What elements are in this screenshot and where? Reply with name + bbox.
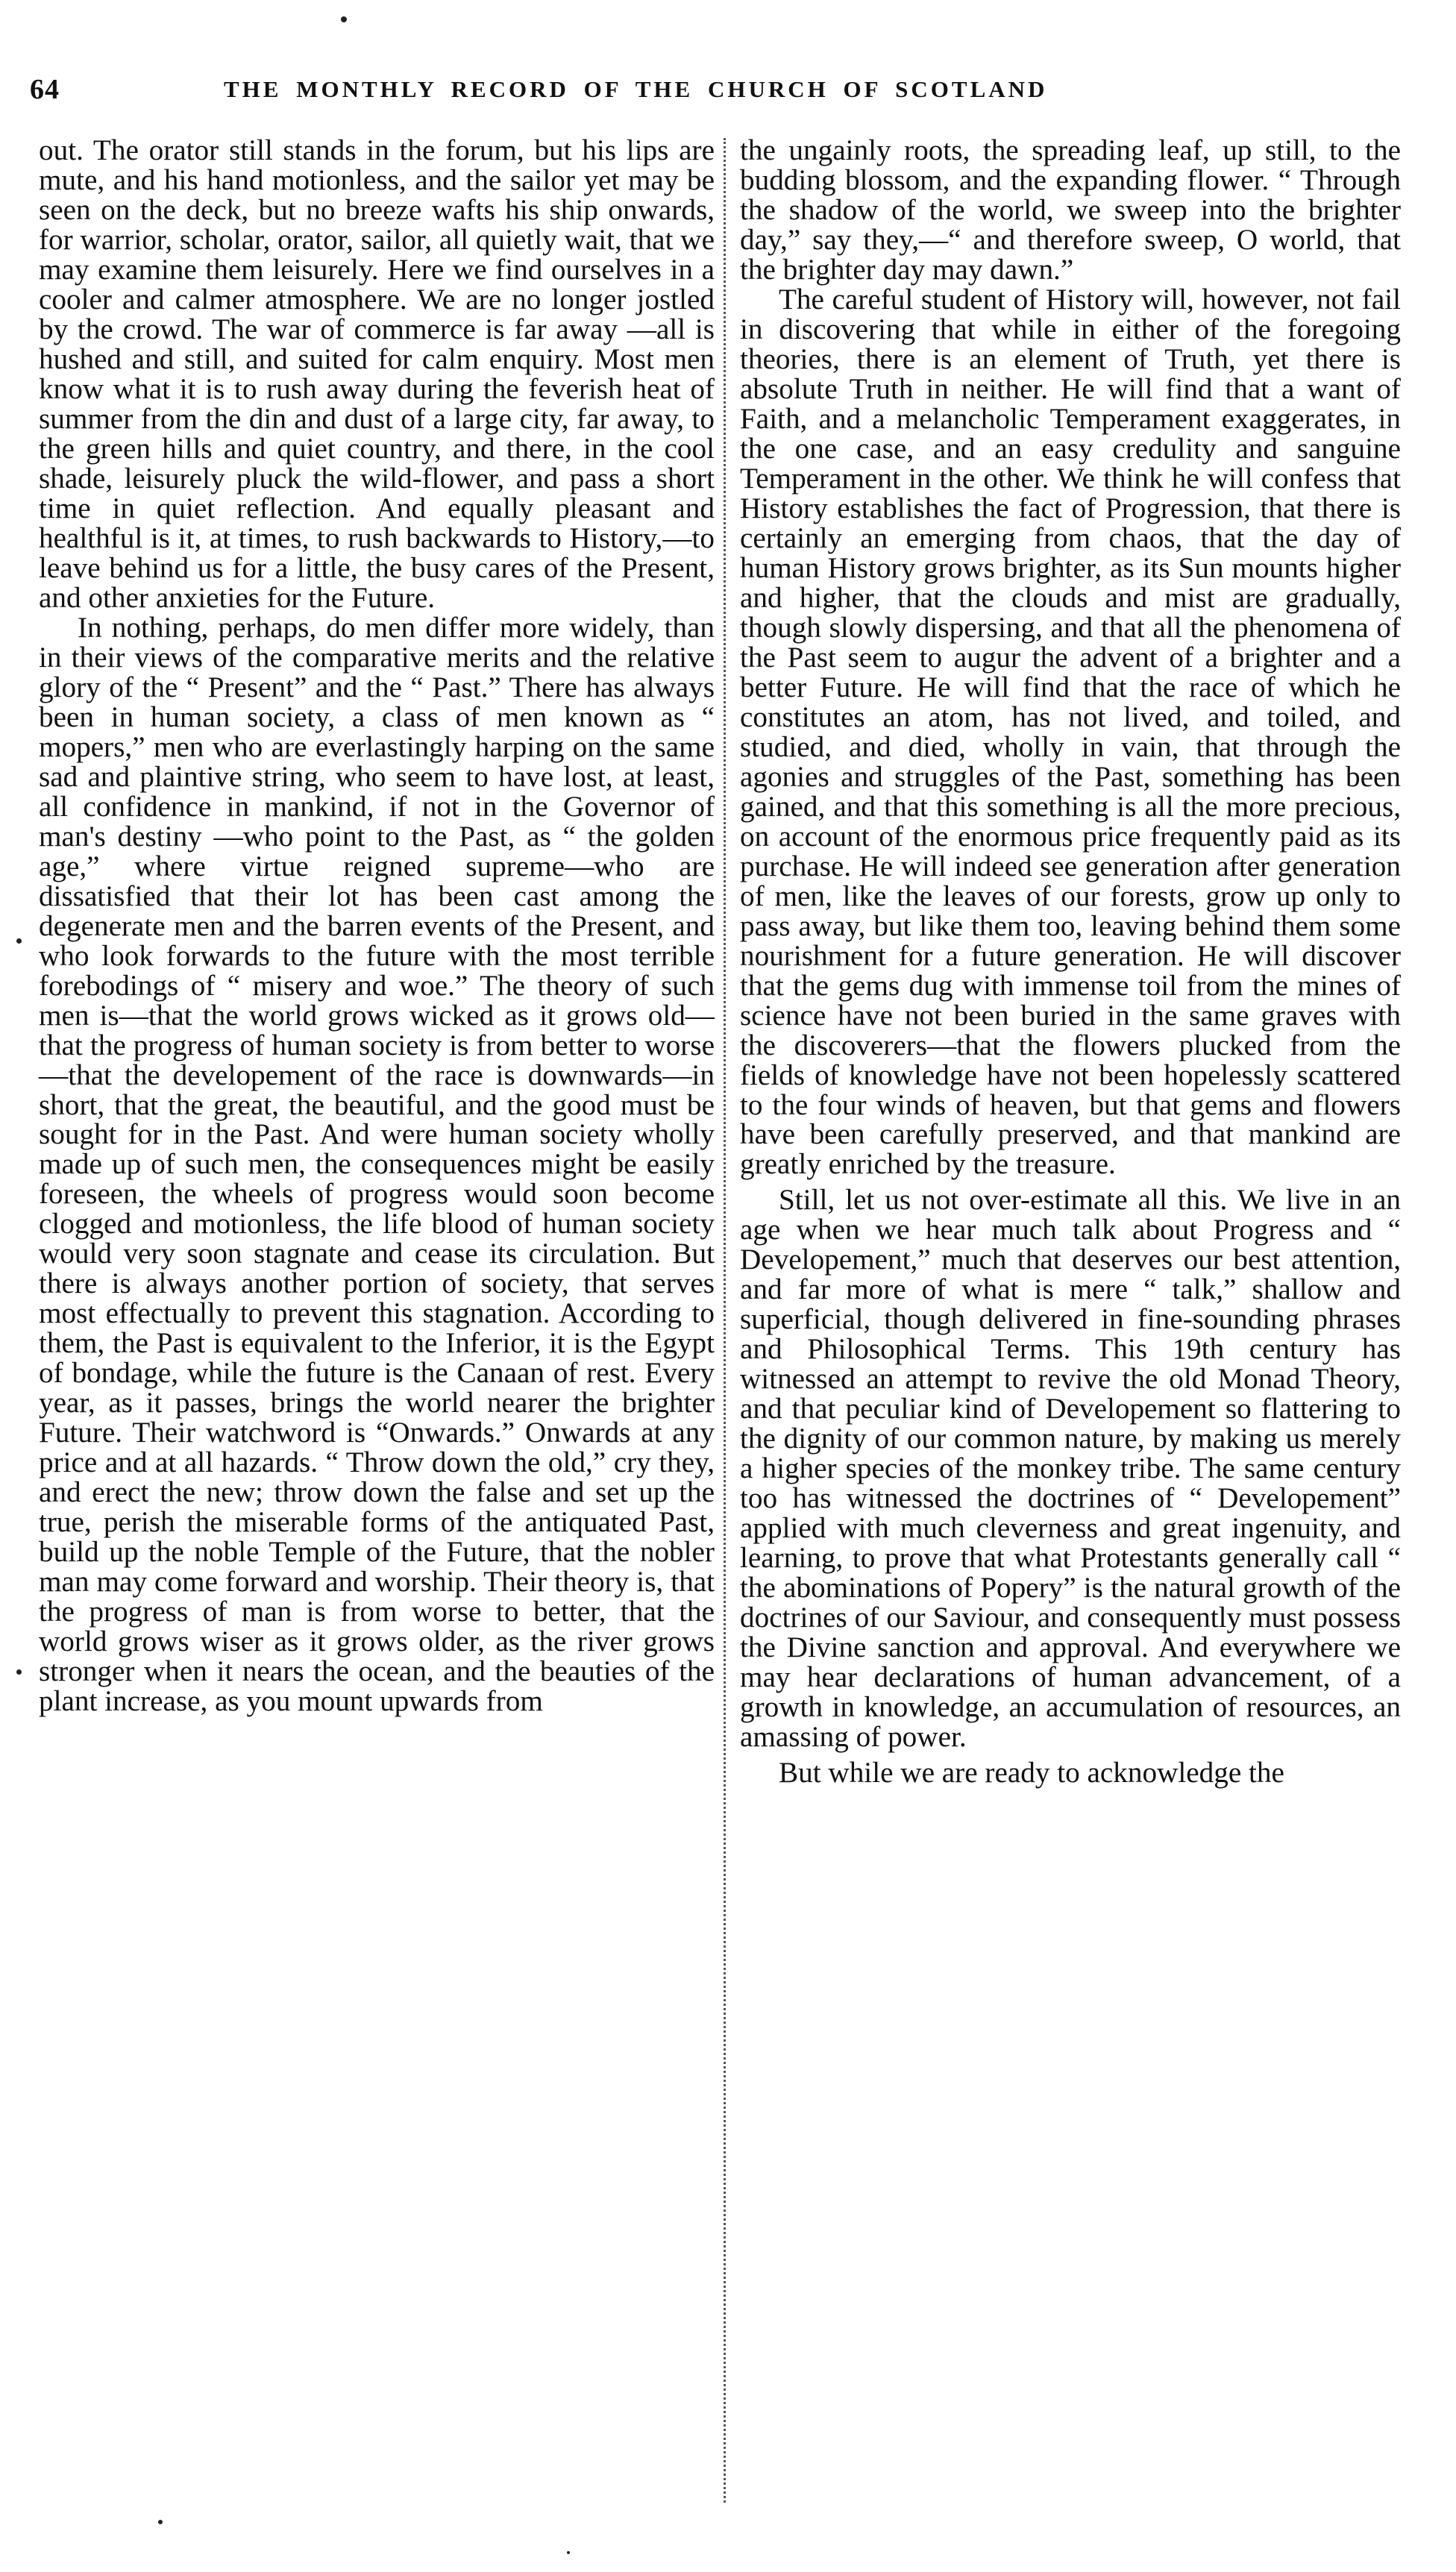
left-paragraph-1: out. The orator still stands in the forum, but his lips are mute, and his hand motionless, and the sailor yet may be seen on the deck, but no breeze wafts his ship onwards, for warrior, scholar, orator, sailor, all quietly wait, that we may examine them leisurely. Here we find ourselves in a cooler and calmer atmosphere. We are no longer jostled by the crowd. The war of commerce is far away —all is hushed and still, and suited for calm enquiry. Most men know what it is to rush away during the feverish heat of summer from the din and dust of a large city, far away, to the green hills and quiet country, and there, in the cool shade, leisurely pluck the wild-flower, and pass a short time in quiet reflection. And equally pleasant and healthful is it, at times, to rush backwards to History,—to leave behind us for a little, the busy cares of the Present, and other anxieties for the Future.	[39, 134, 715, 614]
right-paragraph-2: The careful student of History will, however, not fail in discovering that while in either of the foregoing theories, there is an element of Truth, yet there is absolute Truth in neither. He will find that a want of Faith, and a melancholic Temperament exaggerates, in the one case, and an easy credulity and sanguine Temperament in the other. We think he will confess that History establishes the fact of Progression, that there is certainly an emerging from chaos, that the day of human History grows brighter, as its Sun mounts higher and higher, that the clouds and mist are gradually, though slowly dispersing, and that all the phenomena of the Past seem to augur the advent of a brighter and a better Future. He will find that the race of which he constitutes an atom, has not lived, and toiled, and studied, and died, wholly in vain, that through the agonies and struggles of the Past, something has been gained, and that this something is all the more precious, on account of the enormous price frequently paid as its purchase. He will indeed see generation after generation of men, like the leaves of our forests, grow up only to pass away, but like them too, leaving behind them some nourishment for a future generation. He will discover that the gems dug with immense toil from the mines of science have not been buried in the same graves with the discoverers—that the flowers plucked from the fields of knowledge have not been hopelessly scattered to the four winds of heaven, but that gems and flowers have been carefully preserved, and that mankind are greatly enriched by the treasure.	[740, 283, 1401, 1181]
right-paragraph-4: But while we are ready to acknowledge the	[779, 1757, 1284, 1790]
column-divider	[724, 138, 726, 2503]
left-paragraph-2: In nothing, perhaps, do men differ more widely, than in their views of the comparative merits and the relative glory of the “ Present” and the “ Past.” There has always been in human society, a class of men known as “ mopers,” men who are everlastingly harping on the same sad and plaintive string, who seem to have lost, at least, all confidence in mankind, if not in the Governor of man's destiny —who point to the Past, as “ the golden age,” where virtue reigned supreme—who are dissatisfied that their lot has been cast among the degenerate men and the barren events of the Present, and who look forwards to the future with the most terrible forebodings of “ misery and woe.” The theory of such men is—that the world grows wicked as it grows old—that the progress of human society is from better to worse—that the developement of the race is downwards—in short, that the great, the beautiful, and the good must be sought for in the Past. And were human society wholly made up of such men, the consequences might be easily foreseen, the wheels of progress would soon become clogged and motionless, the life blood of human society would very soon stagnate and cease its circulation. But there is always another portion of society, that serves most effectually to prevent this stagnation. According to them, the Past is equivalent to the Inferior, it is the Egypt of bondage, while the future is the Canaan of rest. Every year, as it passes, brings the world nearer the brighter Future. Their watchword is “Onwards.” Onwards at any price and at all hazards. “ Throw down the old,” cry they, and erect the new; throw down the false and set up the true, perish the miserable forms of the antiquated Past, build up the noble Temple of the Future, that the nobler man may come forward and worship. Their theory is, that the progress of man is from worse to better, that the world grows wiser as it grows older, as the river grows stronger when it nears the ocean, and the beauties of the plant increase, as you mount upwards from	[39, 611, 715, 1718]
right-column	[740, 136, 1401, 1788]
right-paragraph-1: the ungainly roots, the spreading leaf, up still, to the budding blossom, and the expanding flower. “ Through the shadow of the world, we sweep into the brighter day,” say they,—“ and therefore sweep, O world, that the brighter day may dawn.”	[740, 134, 1401, 286]
page-number: 64	[30, 74, 60, 105]
left-column	[39, 136, 715, 1716]
running-title: THE MONTHLY RECORD OF THE CHURCH OF SCOTLAND	[224, 76, 1048, 102]
right-paragraph-3: Still, let us not over-estimate all this. We live in an age when we hear much talk about Progress and “ Developement,” much that deserves our best attention, and far more of what is mere “ talk,” shallow and superficial, though delivered in fine-sounding phrases and Philosophical Terms. This 19th century has witnessed an attempt to revive the old Monad Theory, and that peculiar kind of Developement so flattering to the dignity of our common nature, by making us merely a higher species of the monkey tribe. The same century too has witnessed the doctrines of “ Developement” applied with much cleverness and great ingenuity, and learning, to prove that what Protestants generally call “ the abominations of Popery” is the natural growth of the doctrines of our Saviour, and consequently must possess the Divine sanction and approval. And everywhere we may hear declarations of human advancement, of a growth in knowledge, an accumulation of resources, an amassing of power.	[740, 1184, 1401, 1754]
